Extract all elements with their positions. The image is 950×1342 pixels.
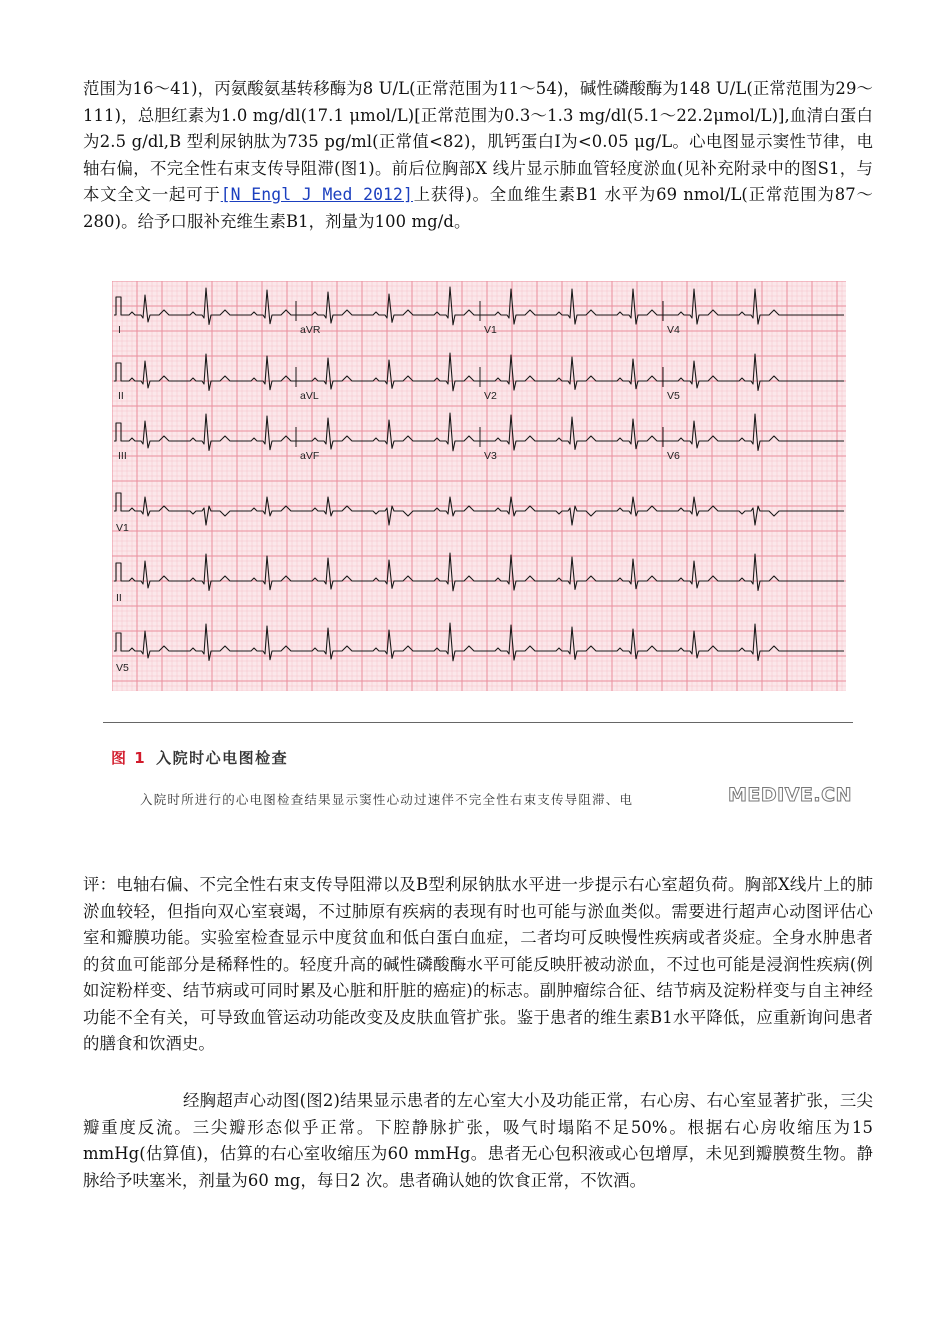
- lead-label: II: [118, 390, 124, 402]
- nejm-reference-link[interactable]: [N Engl J Med 2012]: [220, 185, 413, 204]
- rhythm-lead-label: II: [116, 592, 122, 604]
- lead-label: I: [118, 324, 121, 336]
- ecg-trace-row-5: [114, 553, 844, 591]
- lead-label: V1: [484, 324, 497, 336]
- lead-label: V3: [484, 450, 497, 462]
- lead-label: V6: [667, 450, 680, 462]
- ecg-trace-row-3: [114, 413, 844, 451]
- lead-label: V4: [667, 324, 680, 336]
- figure-number: 图 1: [111, 749, 147, 767]
- rhythm-lead-label: V5: [116, 662, 129, 674]
- lead-label: V2: [484, 390, 497, 402]
- lead-label: V5: [667, 390, 680, 402]
- ecg-tracing: [112, 281, 846, 691]
- watermark: MEDIVE.CN: [728, 784, 852, 806]
- paragraph-commentary: 评：电轴右偏、不完全性右束支传导阻滞以及B型利尿钠肽水平进一步提示右心室超负荷。胸部X线片上的肺淤血较轻，但指向双心室衰竭，不过肺原有疾病的表现有时也可能与淤血类似。需要进行超声心动图评估心室和瓣膜功能。实验室检查显示中度贫血和低白蛋白血症，二者均可反映慢性疾病或者炎症。全身水肿患者的贫血可能部分是稀释性的。轻度升高的碱性磷酸酶水平可能反映肝被动淤血，不过也可能是浸润性疾病(例如淀粉样变、结节病或可同时累及心脏和肝脏的癌症)的标志。副肿瘤综合征、结节病及淀粉样变与自主神经功能不全有关，可导致血管运动功能改变及皮肤血管扩张。鉴于患者的维生素B1水平降低，应重新询问患者的膳食和饮酒史。: [83, 875, 873, 1053]
- paragraph-text-cont: 上获得)。全血维生素B1 水平为69 nmol/L(正常范围为87～280)。给予口服补充维生素B1，剂量为100 mg/d。: [83, 185, 873, 231]
- figure-title: [111, 747, 288, 768]
- paragraph-text: 范围为16～41)，丙氨酸氨基转移酶为8 U/L(正常范围为11～54)，碱性磷酸酶为148 U/L(正常范围为29～111)，总胆红素为1.0 mg/dl(17.1 μmol/L)[正常范围为0.3～1.3 mg/dl(5.1～22.2μmol/L)],血清白蛋白为2.5 g/dl,B 型利尿钠肽为735 pg/ml(正常值<82)，肌钙蛋白I为<0.05 μg/L。心电图显示窦性节律，电轴右偏，不完全性右束支传导阻滞(图1)。前后位胸部X 线片显示肺血管轻度淤血(见补充附录中的图S1，与本文全文一起可于: [83, 79, 873, 204]
- figure-caption: 入院时所进行的心电图检查结果显示窦性心动过速伴不完全性右束支传导阻滞、电: [140, 792, 634, 807]
- lead-label: aVR: [300, 324, 321, 336]
- ecg-grid-minor: [112, 281, 846, 691]
- ecg-trace-row-2: [114, 353, 844, 391]
- lead-label: III: [118, 450, 127, 462]
- lead-label: aVF: [300, 450, 320, 462]
- lead-label: aVL: [300, 390, 319, 402]
- ecg-trace-row-6: [114, 623, 844, 661]
- paragraph-echocardiogram: 经胸超声心动图(图2)结果显示患者的左心室大小及功能正常，右心房、右心室显著扩张，三尖瓣重度反流。三尖瓣形态似乎正常。下腔静脉扩张，吸气时塌陷不足50%。根据右心房收缩压为15 mmHg(估算值)，估算的右心室收缩压为60 mmHg。患者无心包积液或心包增厚，未见到瓣膜赘生物。静脉给予呋塞米，剂量为60 mg，每日2 次。患者确认她的饮食正常，不饮酒。: [83, 1091, 873, 1190]
- rhythm-lead-label: V1: [116, 522, 129, 534]
- paragraph-lab-results: [83, 76, 873, 235]
- ecg-trace-row-4: [114, 493, 844, 525]
- ecg-figure: [112, 281, 846, 691]
- figure-title-text: 入院时心电图检查: [156, 749, 289, 767]
- figure-divider: [103, 722, 853, 723]
